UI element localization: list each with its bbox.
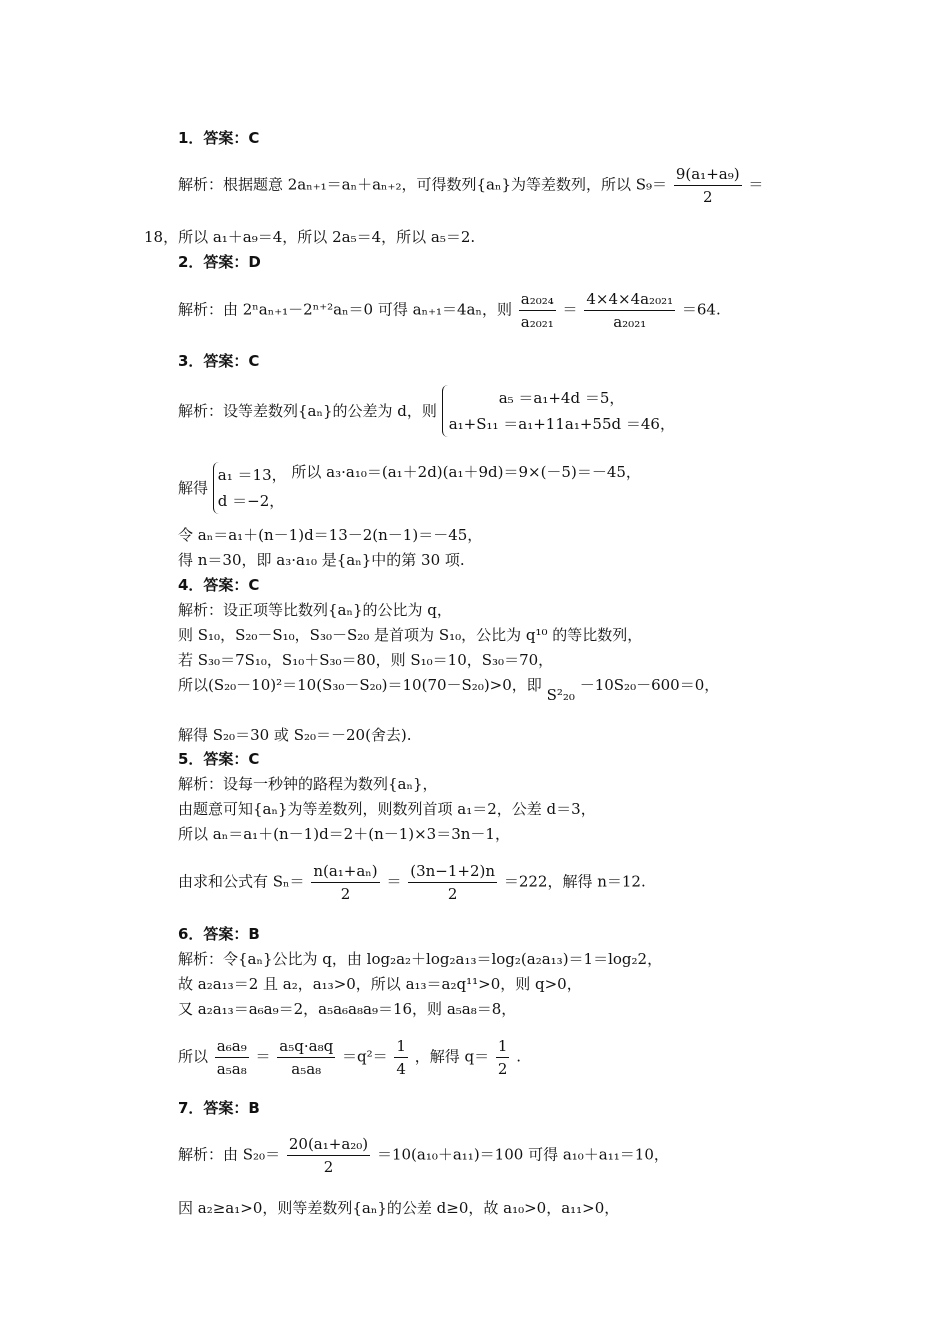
answer-1-heading: 1．答案：C (178, 129, 260, 147)
answer-6-fraction-1 (215, 1035, 249, 1080)
answer-6-period: . (516, 1047, 521, 1066)
fraction-denominator: 2 (702, 188, 713, 206)
answer-2-equals: ＝ (562, 300, 578, 319)
answer-2-heading: 2．答案：D (178, 253, 261, 271)
fraction-numerator: 1 (497, 1037, 508, 1055)
fraction-denominator: 2 (447, 885, 458, 903)
answer-2-line (178, 288, 721, 333)
answer-5-heading: 5．答案：C (178, 750, 260, 768)
answer-7-text: 解析：由 S₂₀＝ (178, 1145, 281, 1164)
answer-4-line-4 (178, 675, 720, 704)
answer-3-heading: 3．答案：C (178, 352, 260, 370)
answer-5-line-3: 所以 aₙ＝a₁＋(n－1)d＝2＋(n－1)×3＝3n－1， (178, 825, 510, 843)
fraction-numerator: 20(a₁+a₂₀) (288, 1135, 369, 1153)
answer-5-line-1: 解析：设每一秒钟的路程为数列{aₙ}， (178, 775, 438, 793)
answer-7-fraction (287, 1133, 370, 1178)
answer-6-q-squared: ＝q²＝ (341, 1047, 388, 1066)
answer-2-fraction-2 (584, 288, 675, 333)
system-row: d ＝−2， (217, 492, 285, 510)
answer-7-line-1 (178, 1133, 669, 1178)
answer-4-heading: 4．答案：C (178, 576, 260, 594)
answer-1-line (178, 163, 763, 208)
answer-4-text-b: －10S₂₀－600＝0， (579, 676, 720, 694)
answer-3-line-1 (178, 385, 675, 437)
fraction-denominator: a₂₀₂₁ (520, 313, 554, 331)
answer-5-equals: ＝ (386, 872, 402, 891)
fraction-numerator: a₅q·a₈q (279, 1037, 334, 1055)
fraction-denominator: a₂₀₂₁ (613, 313, 647, 331)
fraction-numerator: a₆a₉ (216, 1037, 247, 1055)
answer-6-equals: ＝ (255, 1047, 271, 1066)
answer-4-line-3: 若 S₃₀＝7S₁₀，S₁₀＋S₃₀＝80，则 S₁₀＝10，S₃₀＝70， (178, 651, 554, 669)
answer-4-line-1: 解析：设正项等比数列{aₙ}的公比为 q， (178, 601, 452, 619)
fraction-numerator: (3n−1+2)n (410, 862, 496, 880)
answer-1-equals: ＝ (748, 175, 764, 194)
answer-6-solve: ，解得 q＝ (414, 1047, 490, 1066)
fraction-numerator: 1 (396, 1037, 406, 1055)
answer-3-solution-system (213, 462, 287, 514)
fraction-denominator: a₅a₈ (291, 1060, 322, 1078)
fraction-numerator: 4×4×4a₂₀₂₁ (586, 290, 674, 308)
answer-2-result: ＝64. (681, 300, 721, 319)
answer-1-text-a: 解析：根据题意 2aₙ₊₁＝aₙ＋aₙ₊₂，可得数列{aₙ}为等差数列，所以 S₉＝ (178, 175, 668, 194)
fraction-denominator: a₅a₈ (216, 1060, 247, 1078)
answer-6-fraction-2 (277, 1035, 335, 1080)
answer-1-line-2: 18，所以 a₁＋a₉＝4，所以 2a₅＝4，所以 a₅＝2. (144, 228, 476, 246)
answer-4-text: 所以(S₂₀－10)²＝10(S₃₀－S₂₀)＝10(70－S₂₀)>0，即 (178, 676, 542, 694)
answer-5-fraction-2 (408, 860, 497, 905)
answer-3-solve-label: 解得 (178, 479, 209, 497)
fraction-numerator: n(a₁+aₙ) (313, 862, 378, 880)
answer-2-fraction-1 (519, 288, 556, 333)
answer-7-heading: 7．答案：B (178, 1099, 260, 1117)
answer-5-fraction-1 (311, 860, 379, 905)
answer-4-s20-squared: S²₂₀ (546, 686, 575, 704)
system-row: a₁+S₁₁ ＝a₁+11a₁+55d ＝46， (448, 415, 675, 433)
answer-6-line-3: 又 a₂a₁₃＝a₆a₉＝2，a₅a₆a₈a₉＝16，则 a₅a₈＝8， (178, 1000, 517, 1018)
answer-6-fraction-3 (394, 1035, 408, 1080)
fraction-denominator: 2 (340, 885, 351, 903)
answer-5-line-2: 由题意可知{aₙ}为等差数列，则数列首项 a₁＝2，公差 d＝3， (178, 800, 596, 818)
answer-1-fraction (674, 163, 742, 208)
system-row: a₁ ＝13， (217, 466, 287, 484)
answer-6-heading: 6．答案：B (178, 925, 260, 943)
answer-7-text-b: ＝10(a₁₀＋a₁₁)＝100 可得 a₁₀＋a₁₁＝10， (376, 1145, 669, 1164)
answer-3-system (442, 385, 675, 437)
fraction-denominator: 2 (323, 1158, 334, 1176)
answer-3-line-3: 令 aₙ＝a₁＋(n－1)d＝13－2(n－1)＝－45， (178, 526, 483, 544)
answer-2-text: 解析：由 2ⁿaₙ₊₁－2ⁿ⁺²aₙ＝0 可得 aₙ₊₁＝4aₙ，则 (178, 300, 512, 319)
answer-6-text: 所以 (178, 1047, 209, 1066)
fraction-numerator: 9(a₁+a₉) (675, 165, 740, 183)
answer-6-line-4 (178, 1035, 521, 1080)
answer-5-line-4 (178, 860, 646, 905)
answer-3-text: 解析：设等差数列{aₙ}的公差为 d，则 (178, 402, 437, 420)
answer-3-product: 所以 a₃·a₁₀＝(a₁＋2d)(a₁＋9d)＝9×(－5)＝－45， (291, 463, 641, 481)
answer-5-result: ＝222，解得 n＝12. (503, 872, 646, 891)
fraction-denominator: 2 (497, 1060, 508, 1078)
answer-3-line-2 (178, 462, 641, 514)
answer-7-line-2: 因 a₂≥a₁>0，则等差数列{aₙ}的公差 d≥0，故 a₁₀>0，a₁₁>0， (178, 1199, 620, 1217)
answer-6-line-2: 故 a₂a₁₃＝2 且 a₂，a₁₃>0，所以 a₁₃＝a₂q¹¹>0，则 q>0， (178, 975, 582, 993)
answer-6-line-1: 解析：令{aₙ}公比为 q，由 log₂a₂＋log₂a₁₃＝log₂(a₂a₁₃)＝1＝log₂2， (178, 950, 663, 968)
fraction-numerator: a₂₀₂₄ (520, 290, 554, 308)
answer-5-text: 由求和公式有 Sₙ＝ (178, 872, 305, 891)
answer-4-line-2: 则 S₁₀，S₂₀－S₁₀，S₃₀－S₂₀ 是首项为 S₁₀，公比为 q¹⁰ 的等比数列， (178, 626, 643, 644)
answer-4-line-5: 解得 S₂₀＝30 或 S₂₀＝－20(舍去). (178, 726, 412, 744)
fraction-denominator: 4 (396, 1060, 406, 1078)
answer-3-line-4: 得 n＝30，即 a₃·a₁₀ 是{aₙ}中的第 30 项. (178, 551, 465, 569)
system-row: a₅ ＝a₁+4d ＝5， (498, 389, 625, 407)
answer-6-fraction-4 (496, 1035, 510, 1080)
